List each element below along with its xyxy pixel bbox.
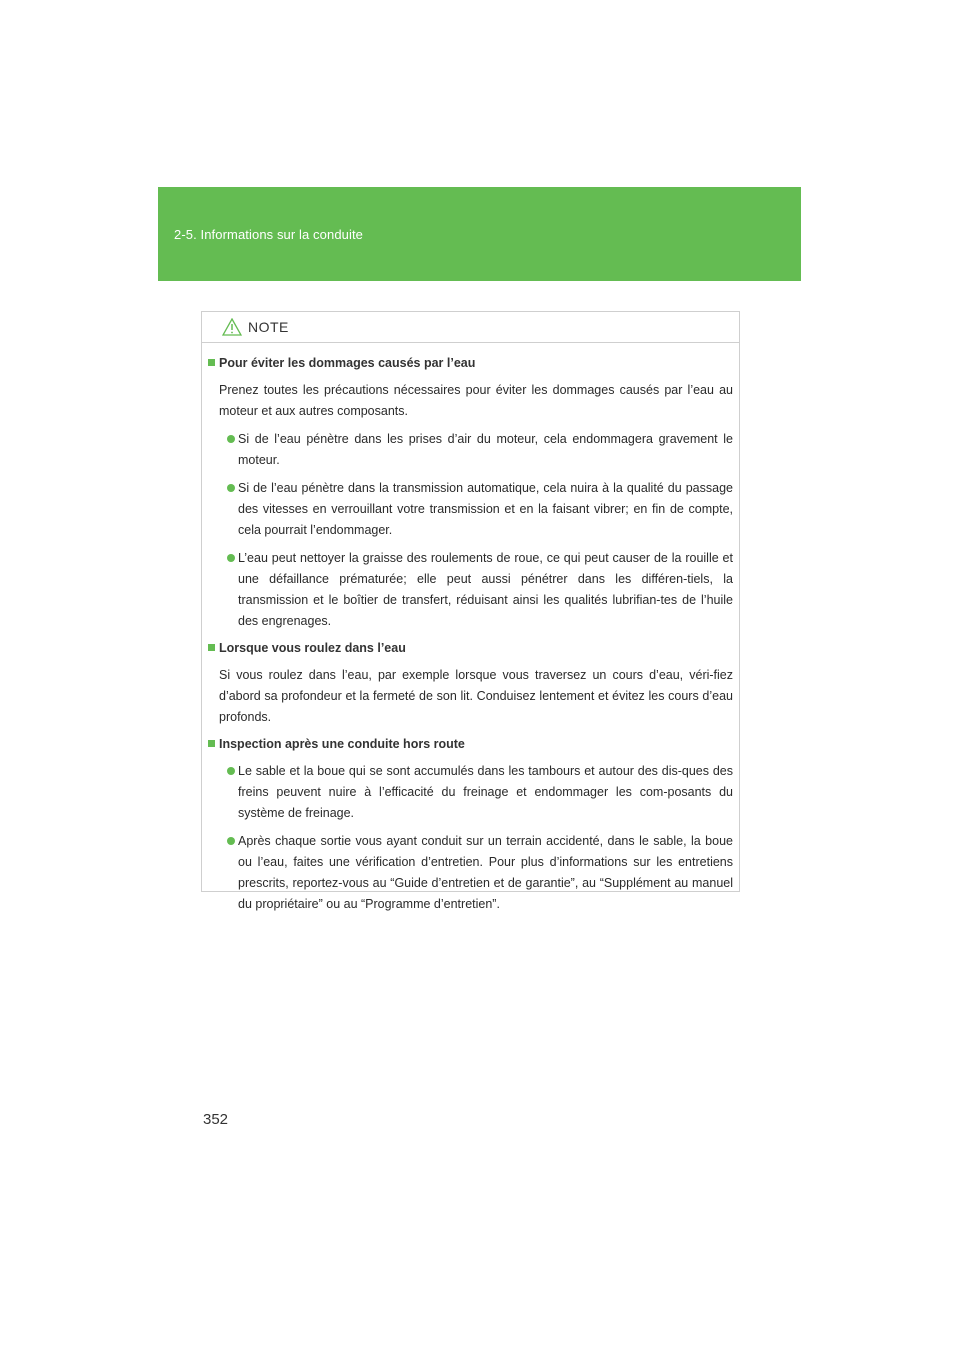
- note-label: NOTE: [248, 319, 289, 335]
- square-bullet-icon: [208, 359, 215, 366]
- section-water-damage: [208, 354, 733, 632]
- section-header: [158, 187, 801, 281]
- list-item: L’eau peut nettoyer la graisse des roulements de roue, ce qui peut causer de la rouille et une défaillance prématurée; elle peut aussi pénétrer dans les différen-tiels, la transmission et le boîtier de transfert, réduisant ainsi les qualités lubrifian-tes de l’huile des engrenages.: [208, 548, 733, 632]
- section-intro: Prenez toutes les précautions nécessaires pour éviter les dommages causés par l’eau au moteur et aux autres composants.: [219, 383, 733, 418]
- page-number: 352: [203, 1111, 229, 1128]
- circle-bullet-icon: [227, 435, 235, 443]
- warning-triangle-icon: [222, 318, 242, 336]
- note-content: [202, 343, 739, 915]
- section-title: 2-5. Informations sur la conduite: [174, 227, 364, 242]
- list-item: Après chaque sortie vous ayant conduit sur un terrain accidenté, dans le sable, la boue ou l’eau, faites une vérification d’entretien. Pour plus d’informations sur les entretiens prescrits, reportez-vous au “Guide d’entretien et de garantie”, au “Supplément au manuel du propriétaire” ou au “Programme d’entretien”.: [208, 831, 733, 915]
- note-header: [202, 312, 739, 343]
- section-heading: Pour éviter les dommages causés par l’eau: [208, 354, 733, 372]
- section-intro: Si vous roulez dans l’eau, par exemple lorsque vous traversez un cours d’eau, véri-fiez d’abord sa profondeur et la fermeté de son lit. Conduisez lentement et évitez les cours d’eau profonds.: [219, 668, 733, 724]
- circle-bullet-icon: [227, 484, 235, 492]
- square-bullet-icon: [208, 740, 215, 747]
- list-item: Si de l’eau pénètre dans les prises d’air du moteur, cela endommagera gravement le moteur.: [208, 429, 733, 471]
- circle-bullet-icon: [227, 767, 235, 775]
- circle-bullet-icon: [227, 837, 235, 845]
- section-heading: Lorsque vous roulez dans l’eau: [208, 639, 733, 657]
- note-box: [201, 311, 740, 911]
- circle-bullet-icon: [227, 554, 235, 562]
- section-driving-in-water: [208, 639, 733, 728]
- square-bullet-icon: [208, 644, 215, 651]
- section-heading: Inspection après une conduite hors route: [208, 735, 733, 753]
- list-item: Le sable et la boue qui se sont accumulés dans les tambours et autour des dis-ques des freins peuvent nuire à l’efficacité du freinage et endommager les com-posants du système de freinage.: [208, 761, 733, 824]
- list-item: Si de l’eau pénètre dans la transmission automatique, cela nuira à la qualité du passage des vitesses en verrouillant votre transmission et en la faisant vibrer; en fin de compte, cela pourrait l’endommager.: [208, 478, 733, 541]
- section-inspection: [208, 735, 733, 915]
